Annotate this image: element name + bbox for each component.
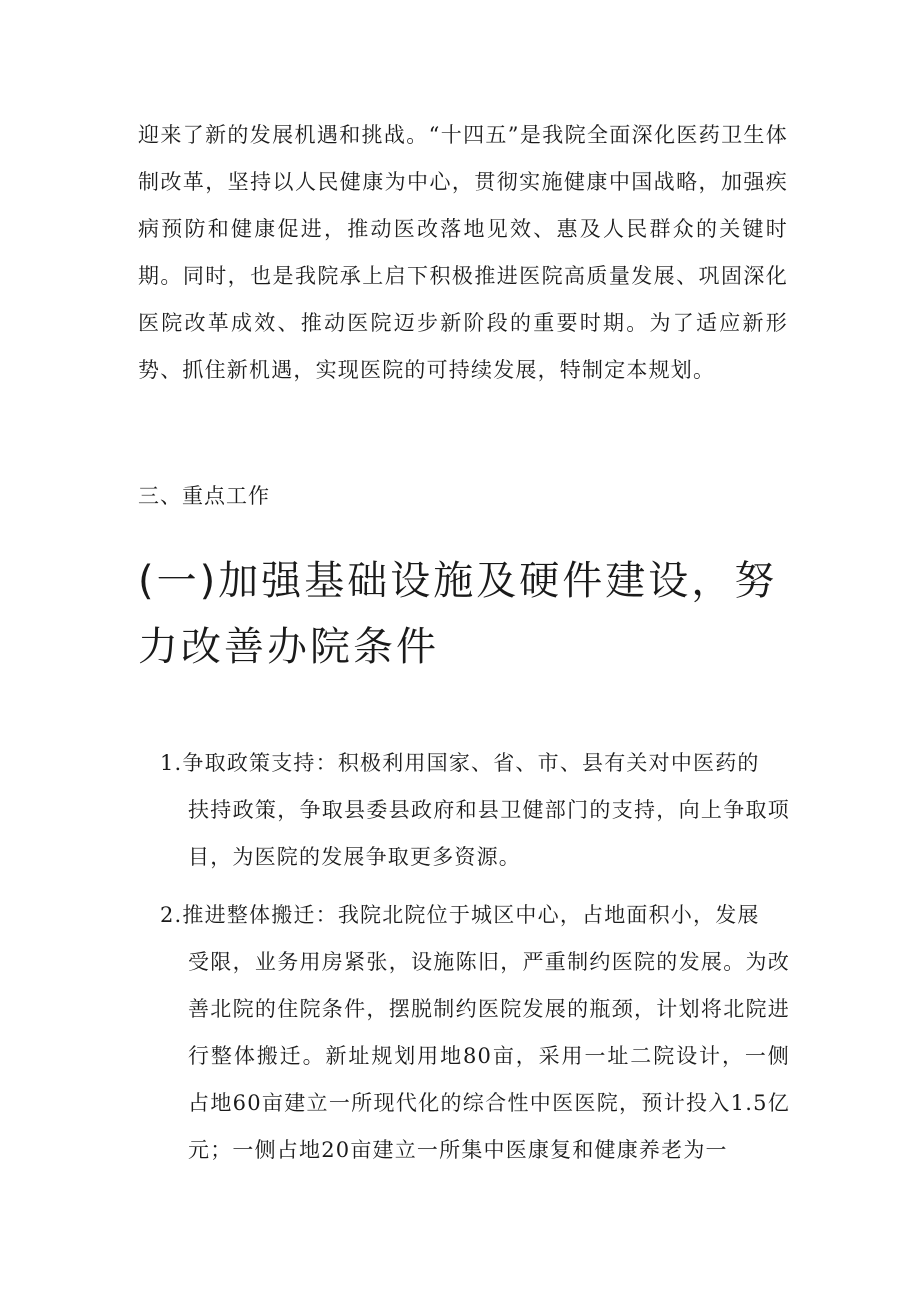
intro-paragraph: 迎来了新的发展机遇和挑战。“十四五”是我院全面深化医药卫生体制改革，坚持以人民健康为中心，贯彻实施健康中国战略，加强疾病预防和健康促进，推动医改落地见效、惠及人民群众的关键时期。同时，也是我院承上启下积极推进医院高质量发展、巩固深化医院改革成效、推动医院迈步新阶段的重要时期。为了适应新形势、抓住新机遇，实现医院的可持续发展，特制定本规划。 bbox=[138, 123, 788, 382]
list-item-continuation: 扶持政策，争取县委县政府和县卫健部门的支持，向上争取项目，为医院的发展争取更多资源。 bbox=[188, 798, 790, 869]
list-item bbox=[160, 892, 790, 1174]
subsection-heading: (一)加强基础设施及硬件建设，努力改善办院条件 bbox=[138, 558, 778, 670]
list-item-continuation: 受限，业务用房紧张，设施陈旧，严重制约医院的发展。为改善北院的住院条件，摆脱制约医院发展的瓶颈，计划将北院进行整体搬迁。新址规划用地80亩，采用一址二院设计，一侧占地60亩建立一所现代化的综合性中医医院，预计投入1.5亿元；一侧占地20亩建立一所集中医康复和健康养老为一 bbox=[188, 950, 790, 1162]
list-item-first-line: 1.争取政策支持：积极利用国家、省、市、县有关对中医药的 bbox=[160, 751, 760, 775]
section-heading: 三、重点工作 bbox=[138, 484, 270, 508]
list-item bbox=[160, 740, 790, 881]
list-item-first-line: 2.推进整体搬迁：我院北院位于城区中心，占地面积小，发展 bbox=[160, 903, 760, 927]
